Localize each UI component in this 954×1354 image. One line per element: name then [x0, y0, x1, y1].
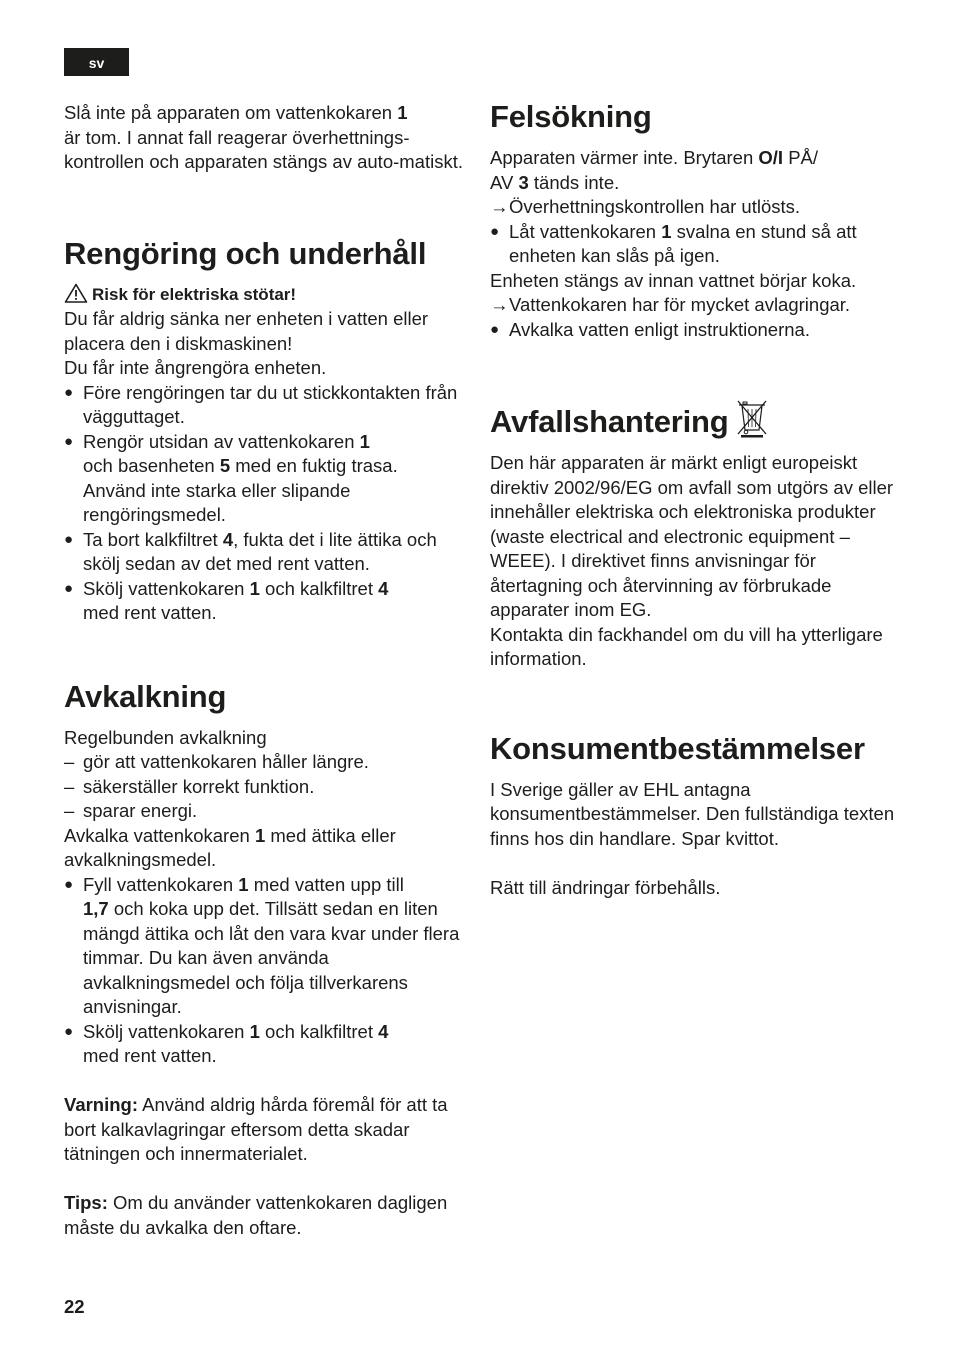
cleaning-note-1: Du får aldrig sänka ner enheten i vatten eller placera den i diskmaskinen! [64, 308, 429, 354]
arrow-right-icon: → [490, 196, 509, 217]
list-item: ● Skölj vattenkokaren 1 och kalkfiltret 4 med rent vatten. [64, 1020, 464, 1069]
list-item: ● Låt vattenkokaren 1 svalna en stund så att enheten kan slås på igen. [490, 220, 900, 269]
descale-heading: Avkalkning [64, 678, 227, 714]
language-tab: sv [64, 48, 129, 76]
descale-paragraph: Avkalka vattenkokaren 1 med ättika eller avkalkningsmedel. [64, 824, 396, 870]
intro-paragraph: Slå inte på apparaten om vattenkokaren 1 är tom. I annat fall reagerar överhettnings-kontrollen och apparaten stängs av auto-matiskt. [64, 102, 464, 172]
trouble-cause-1: → Överhettningskontrollen har utlösts. [490, 195, 900, 220]
list-item: ● Ta bort kalkfiltret 4, fukta det i lite ättika och skölj sedan av det med rent vatten. [64, 528, 464, 577]
list-item: ● Skölj vattenkokaren 1 och kalkfiltret 4 med rent vatten. [64, 577, 464, 626]
descale-tip: Tips: Om du använder vattenkokaren dagligen måste du avkalka den oftare. [64, 1192, 448, 1238]
list-item: ● Avkalka vatten enligt instruktionerna. [490, 318, 900, 343]
list-item: – gör att vattenkokaren håller längre. [64, 750, 464, 775]
trouble-cause-2: → Vattenkokaren har för mycket avlagringar. [490, 293, 900, 318]
list-item: – säkerställer korrekt funktion. [64, 775, 464, 800]
arrow-right-icon: → [490, 294, 509, 315]
page-number: 22 [64, 1296, 85, 1317]
trouble-symptom-1: Apparaten värmer inte. Brytaren O/I PÅ/ AV 3 tänds inte. [490, 147, 819, 193]
troubleshooting-heading: Felsökning [490, 99, 652, 134]
descale-warning: Varning: Använd aldrig hårda föremål för att ta bort kalkavlagringar eftersom detta skadar tätningen och innermaterialet. [64, 1094, 448, 1164]
trouble-symptom-2: Enheten stängs av innan vattnet börjar koka. [490, 269, 857, 291]
cleaning-heading: Rengöring och underhåll [64, 235, 427, 271]
consumer-heading: Konsumentbestämmelser [490, 730, 865, 766]
consumer-paragraph-1: I Sverige gäller av EHL antagna konsumentbestämmelser. Den fullständiga texten finns hos din handlare. Spar kvittot. [490, 778, 895, 849]
trouble-remedy-1 [490, 220, 900, 269]
disposal-heading: Avfallshantering [490, 398, 900, 441]
cleaning-list [64, 381, 464, 626]
descale-list [64, 873, 464, 1069]
list-item: – sparar energi. [64, 799, 464, 824]
list-item: ● Fyll vattenkokaren 1 med vatten upp till 1,7 och koka upp det. Tillsätt sedan en liten mängd ättika och låt den vara kvar under flera timmar. Du kan även använda avkalkningsmedel och följa tillverkarens anvisningar. [64, 873, 464, 1020]
electric-shock-warning: Risk för elektriska stötar! [64, 283, 464, 308]
trouble-remedy-2 [490, 318, 900, 343]
consumer-paragraph-2: Rätt till ändringar förbehålls. [490, 876, 721, 898]
cleaning-note-2: Du får inte ångrengöra enheten. [64, 357, 327, 378]
disposal-paragraph-1: Den här apparaten är märkt enligt europeiskt direktiv 2002/96/EG om avfall som utgörs av eller innehåller elektriska och elektroniska produkter (waste electrical and electronic equipment – WEEE). I direktivet finns anvisningar för återtagning och återvinning av förbrukade apparater inom EG. [490, 452, 894, 620]
list-item: ● Rengör utsidan av vattenkokaren 1 och basenheten 5 med en fuktig trasa. Använd inte starka eller slipande rengöringsmedel. [64, 430, 464, 528]
right-column [490, 98, 900, 900]
descale-benefits [64, 750, 464, 824]
disposal-paragraph-2: Kontakta din fackhandel om du vill ha ytterligare information. [490, 623, 883, 669]
descale-intro: Regelbunden avkalkning [64, 726, 267, 748]
left-column [64, 101, 464, 1240]
crossed-out-bin-icon [735, 398, 769, 438]
list-item: ● Före rengöringen tar du ut stickkontakten från vägguttaget. [64, 381, 464, 430]
warning-triangle-icon [64, 283, 88, 303]
